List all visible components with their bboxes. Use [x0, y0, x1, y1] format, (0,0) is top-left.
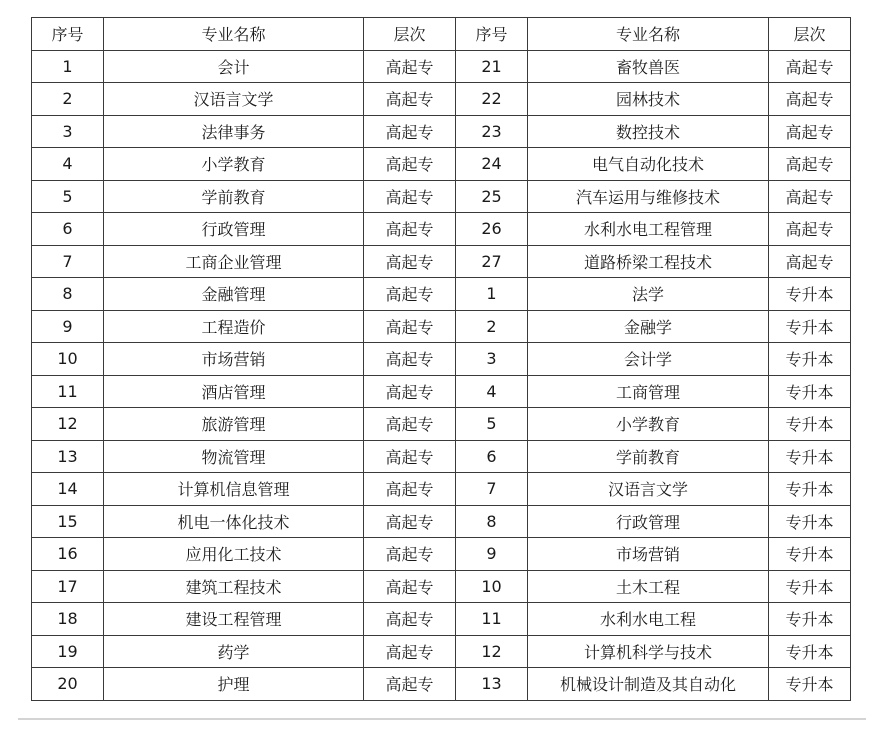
cell-right-major-name: 水利水电工程管理 [528, 213, 769, 246]
cell-right-number: 22 [456, 83, 528, 116]
cell-right-number: 27 [456, 245, 528, 278]
cell-left-major-name: 酒店管理 [104, 375, 364, 408]
cell-right-number: 9 [456, 538, 528, 571]
table-row [32, 310, 851, 343]
cell-left-major-name: 行政管理 [104, 213, 364, 246]
table-row [32, 343, 851, 376]
cell-left-level: 高起专 [364, 180, 456, 213]
cell-left-number: 1 [32, 50, 104, 83]
table-row [32, 570, 851, 603]
cell-right-major-name: 金融学 [528, 310, 769, 343]
cell-right-major-name: 土木工程 [528, 570, 769, 603]
header-right-number: 序号 [456, 18, 528, 51]
cell-right-number: 6 [456, 440, 528, 473]
cell-right-number: 21 [456, 50, 528, 83]
cell-right-major-name: 小学教育 [528, 408, 769, 441]
cell-right-number: 23 [456, 115, 528, 148]
table-row [32, 440, 851, 473]
cell-left-level: 高起专 [364, 375, 456, 408]
cell-left-level: 高起专 [364, 538, 456, 571]
table-row [32, 505, 851, 538]
cell-left-level: 高起专 [364, 343, 456, 376]
cell-right-major-name: 水利水电工程 [528, 603, 769, 636]
table-row [32, 50, 851, 83]
cell-left-level: 高起专 [364, 408, 456, 441]
cell-left-number: 14 [32, 473, 104, 506]
cell-left-major-name: 会计 [104, 50, 364, 83]
cell-left-number: 9 [32, 310, 104, 343]
cell-right-level: 专升本 [769, 310, 851, 343]
cell-left-number: 15 [32, 505, 104, 538]
cell-right-number: 13 [456, 668, 528, 701]
cell-right-major-name: 工商管理 [528, 375, 769, 408]
cell-left-number: 11 [32, 375, 104, 408]
cell-left-number: 19 [32, 635, 104, 668]
cell-left-level: 高起专 [364, 148, 456, 181]
cell-right-level: 专升本 [769, 603, 851, 636]
cell-right-level: 专升本 [769, 408, 851, 441]
cell-left-number: 10 [32, 343, 104, 376]
cell-left-level: 高起专 [364, 310, 456, 343]
cell-right-major-name: 电气自动化技术 [528, 148, 769, 181]
cell-left-major-name: 工程造价 [104, 310, 364, 343]
cell-left-level: 高起专 [364, 668, 456, 701]
cell-right-major-name: 行政管理 [528, 505, 769, 538]
cell-left-level: 高起专 [364, 50, 456, 83]
header-row [32, 18, 851, 51]
cell-left-major-name: 应用化工技术 [104, 538, 364, 571]
cell-left-level: 高起专 [364, 440, 456, 473]
cell-left-level: 高起专 [364, 570, 456, 603]
cell-left-level: 高起专 [364, 83, 456, 116]
cell-right-number: 10 [456, 570, 528, 603]
table-row [32, 180, 851, 213]
cell-right-major-name: 法学 [528, 278, 769, 311]
cell-right-major-name: 学前教育 [528, 440, 769, 473]
header-right-level: 层次 [769, 18, 851, 51]
cell-right-level: 高起专 [769, 180, 851, 213]
cell-left-number: 13 [32, 440, 104, 473]
table-row [32, 668, 851, 701]
cell-right-major-name: 汽车运用与维修技术 [528, 180, 769, 213]
cell-right-number: 7 [456, 473, 528, 506]
cell-left-level: 高起专 [364, 115, 456, 148]
cell-left-number: 17 [32, 570, 104, 603]
cell-right-number: 11 [456, 603, 528, 636]
cell-left-level: 高起专 [364, 603, 456, 636]
cell-right-level: 高起专 [769, 83, 851, 116]
cell-left-level: 高起专 [364, 213, 456, 246]
table-row [32, 115, 851, 148]
cell-right-number: 26 [456, 213, 528, 246]
cell-right-number: 3 [456, 343, 528, 376]
table-row [32, 408, 851, 441]
cell-right-major-name: 汉语言文学 [528, 473, 769, 506]
table-header [32, 18, 851, 51]
cell-left-level: 高起专 [364, 278, 456, 311]
table-row [32, 473, 851, 506]
cell-right-major-name: 市场营销 [528, 538, 769, 571]
header-left-number: 序号 [32, 18, 104, 51]
cell-left-level: 高起专 [364, 473, 456, 506]
table-row [32, 245, 851, 278]
cell-left-major-name: 汉语言文学 [104, 83, 364, 116]
cell-left-major-name: 建设工程管理 [104, 603, 364, 636]
cell-right-number: 5 [456, 408, 528, 441]
cell-left-number: 8 [32, 278, 104, 311]
cell-right-level: 高起专 [769, 213, 851, 246]
cell-right-number: 24 [456, 148, 528, 181]
header-left-level: 层次 [364, 18, 456, 51]
cell-left-number: 20 [32, 668, 104, 701]
cell-left-major-name: 物流管理 [104, 440, 364, 473]
cell-right-level: 专升本 [769, 505, 851, 538]
cell-right-major-name: 道路桥梁工程技术 [528, 245, 769, 278]
table-row [32, 213, 851, 246]
cell-left-number: 6 [32, 213, 104, 246]
cell-right-major-name: 畜牧兽医 [528, 50, 769, 83]
table-row [32, 635, 851, 668]
table-row [32, 603, 851, 636]
cell-left-major-name: 法律事务 [104, 115, 364, 148]
cell-right-number: 8 [456, 505, 528, 538]
cell-right-major-name: 园林技术 [528, 83, 769, 116]
cell-left-major-name: 旅游管理 [104, 408, 364, 441]
cell-right-level: 高起专 [769, 115, 851, 148]
cell-right-level: 高起专 [769, 148, 851, 181]
bottom-divider [18, 718, 866, 720]
cell-right-major-name: 计算机科学与技术 [528, 635, 769, 668]
cell-right-level: 高起专 [769, 245, 851, 278]
cell-left-major-name: 建筑工程技术 [104, 570, 364, 603]
cell-left-number: 2 [32, 83, 104, 116]
cell-left-major-name: 工商企业管理 [104, 245, 364, 278]
table-row [32, 375, 851, 408]
cell-left-number: 18 [32, 603, 104, 636]
cell-left-number: 5 [32, 180, 104, 213]
cell-right-number: 25 [456, 180, 528, 213]
cell-left-major-name: 市场营销 [104, 343, 364, 376]
cell-right-level: 专升本 [769, 570, 851, 603]
cell-left-number: 7 [32, 245, 104, 278]
cell-left-number: 12 [32, 408, 104, 441]
cell-right-number: 12 [456, 635, 528, 668]
table-row [32, 278, 851, 311]
cell-right-number: 1 [456, 278, 528, 311]
table-row [32, 148, 851, 181]
cell-right-level: 高起专 [769, 50, 851, 83]
table-row [32, 538, 851, 571]
cell-right-level: 专升本 [769, 278, 851, 311]
cell-left-major-name: 小学教育 [104, 148, 364, 181]
cell-right-major-name: 机械设计制造及其自动化 [528, 668, 769, 701]
cell-left-number: 3 [32, 115, 104, 148]
cell-left-level: 高起专 [364, 635, 456, 668]
cell-left-level: 高起专 [364, 245, 456, 278]
cell-left-number: 16 [32, 538, 104, 571]
cell-left-major-name: 计算机信息管理 [104, 473, 364, 506]
cell-left-major-name: 机电一体化技术 [104, 505, 364, 538]
cell-right-number: 4 [456, 375, 528, 408]
cell-left-major-name: 学前教育 [104, 180, 364, 213]
cell-right-level: 专升本 [769, 343, 851, 376]
header-right-major-name: 专业名称 [528, 18, 769, 51]
cell-left-major-name: 金融管理 [104, 278, 364, 311]
cell-right-level: 专升本 [769, 635, 851, 668]
cell-right-level: 专升本 [769, 375, 851, 408]
cell-right-level: 专升本 [769, 440, 851, 473]
cell-left-number: 4 [32, 148, 104, 181]
cell-right-major-name: 数控技术 [528, 115, 769, 148]
cell-right-major-name: 会计学 [528, 343, 769, 376]
cell-left-major-name: 护理 [104, 668, 364, 701]
header-left-major-name: 专业名称 [104, 18, 364, 51]
majors-table [31, 17, 851, 701]
cell-right-number: 2 [456, 310, 528, 343]
table-body [32, 50, 851, 700]
cell-right-level: 专升本 [769, 538, 851, 571]
cell-right-level: 专升本 [769, 473, 851, 506]
table-row [32, 83, 851, 116]
cell-left-major-name: 药学 [104, 635, 364, 668]
cell-left-level: 高起专 [364, 505, 456, 538]
cell-right-level: 专升本 [769, 668, 851, 701]
